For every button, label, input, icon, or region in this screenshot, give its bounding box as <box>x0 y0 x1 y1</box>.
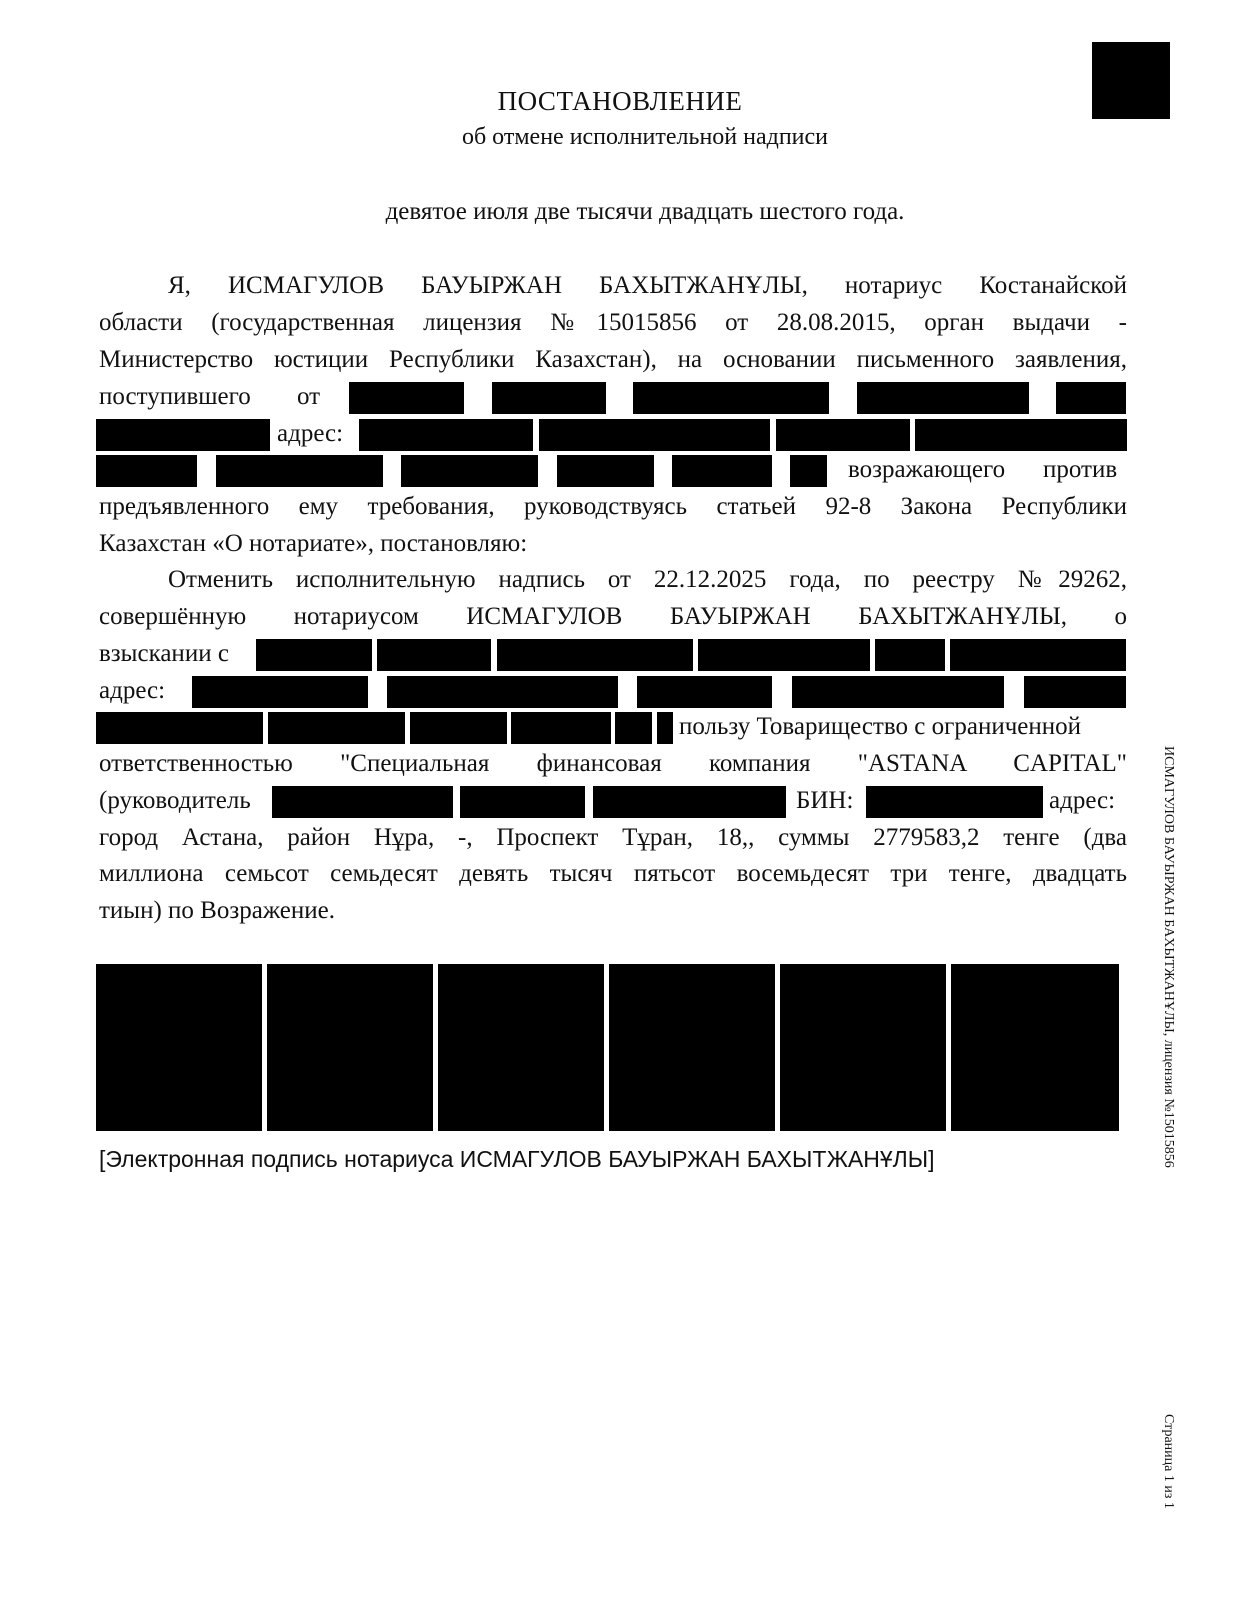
redacted-signature-cell <box>780 964 946 1131</box>
redacted-signature-cell <box>96 964 262 1131</box>
body-line: Отменить исполнительную надпись от 22.12.2025 года, по реестру №29262, <box>168 566 1127 593</box>
redacted-debtor-name <box>256 639 372 671</box>
margin-notary-license: ИСМАГУЛОВ БАУЫРЖАН БАХЫТЖАНҰЛЫ, лицензия №15015856 <box>1161 746 1176 1168</box>
redacted-applicant-name <box>1056 382 1126 414</box>
redacted-address <box>776 419 910 451</box>
body-line: тиын) по Возражение. <box>99 897 335 924</box>
body-line: совершённую нотариусом ИСМАГУЛОВ БАУЫРЖАН БАХЫТЖАНҰЛЫ, о <box>99 603 1127 630</box>
body-line: город Астана, район Нұра, -, Проспект Тұран, 18,, суммы 2779583,2 тенге (два <box>99 824 1127 851</box>
document-subtitle: об отмене исполнительной надписи <box>461 124 829 150</box>
body-line: (руководитель БИН: адрес: <box>99 787 1116 814</box>
redacted-director-name <box>272 786 453 818</box>
redacted-signature-cell <box>438 964 604 1131</box>
redacted-signature-cell <box>609 964 775 1131</box>
body-line: адрес: <box>277 420 344 447</box>
redacted-applicant-name <box>857 382 1029 414</box>
redacted-signature-cell <box>267 964 433 1131</box>
redacted-address <box>637 676 772 708</box>
body-line: предъявленного ему требования, руководствуясь статьей 92-8 Закона Республики <box>99 493 1127 520</box>
body-line: возражающего против <box>848 456 1118 483</box>
body-line: Я, ИСМАГУЛОВ БАУЫРЖАН БАХЫТЖАНҰЛЫ, нотариус Костанайской <box>168 272 1127 299</box>
body-line: взыскании с <box>99 640 229 667</box>
redacted-address <box>359 419 533 451</box>
redacted-address <box>1024 676 1126 708</box>
redacted-director-name <box>460 786 585 818</box>
redacted-address <box>915 419 1127 451</box>
body-line: ответственностью "Специальная финансовая компания "ASTANA CAPITAL" <box>99 750 1127 777</box>
body-line: пользу Товарищество с ограниченной <box>679 713 1082 740</box>
body-line: области (государственная лицензия №15015856 от 28.08.2015, орган выдачи - <box>99 309 1127 336</box>
redacted-debtor-name <box>950 639 1126 671</box>
page-counter: Страница 1 из 1 <box>1161 1414 1176 1509</box>
redacted-applicant-name <box>349 382 464 414</box>
redacted-applicant-name <box>633 382 829 414</box>
redacted-debtor-name <box>698 639 870 671</box>
redacted-address <box>539 419 770 451</box>
body-line: Казахстан «О нотариате», постановляю: <box>99 530 528 557</box>
document-title: ПОСТАНОВЛЕНИЕ <box>497 86 743 116</box>
redacted-address <box>387 676 618 708</box>
redacted-debtor-name <box>497 639 693 671</box>
redacted-signature-cell <box>951 964 1119 1131</box>
body-line: адрес: <box>99 677 166 704</box>
body-line: миллиона семьсот семьдесят девять тысяч пятьсот восемьдесят три тенге, двадцать <box>99 860 1127 887</box>
redacted-director-name <box>593 786 786 818</box>
signature-caption: [Электронная подпись нотариуса ИСМАГУЛОВ БАУЫРЖАН БАХЫТЖАНҰЛЫ] <box>99 1146 935 1172</box>
body-line: Министерство юстиции Республики Казахстан), на основании письменного заявления, <box>99 346 1127 373</box>
document-date: девятое июля две тысячи двадцать шестого года. <box>385 198 905 225</box>
redacted-address <box>792 676 1004 708</box>
redacted-address <box>192 676 368 708</box>
redacted-bin <box>866 786 1043 818</box>
redacted-applicant-name <box>492 382 606 414</box>
redacted-debtor-name <box>875 639 945 671</box>
body-line: поступившего от <box>99 383 321 410</box>
redacted-debtor-name <box>377 639 491 671</box>
